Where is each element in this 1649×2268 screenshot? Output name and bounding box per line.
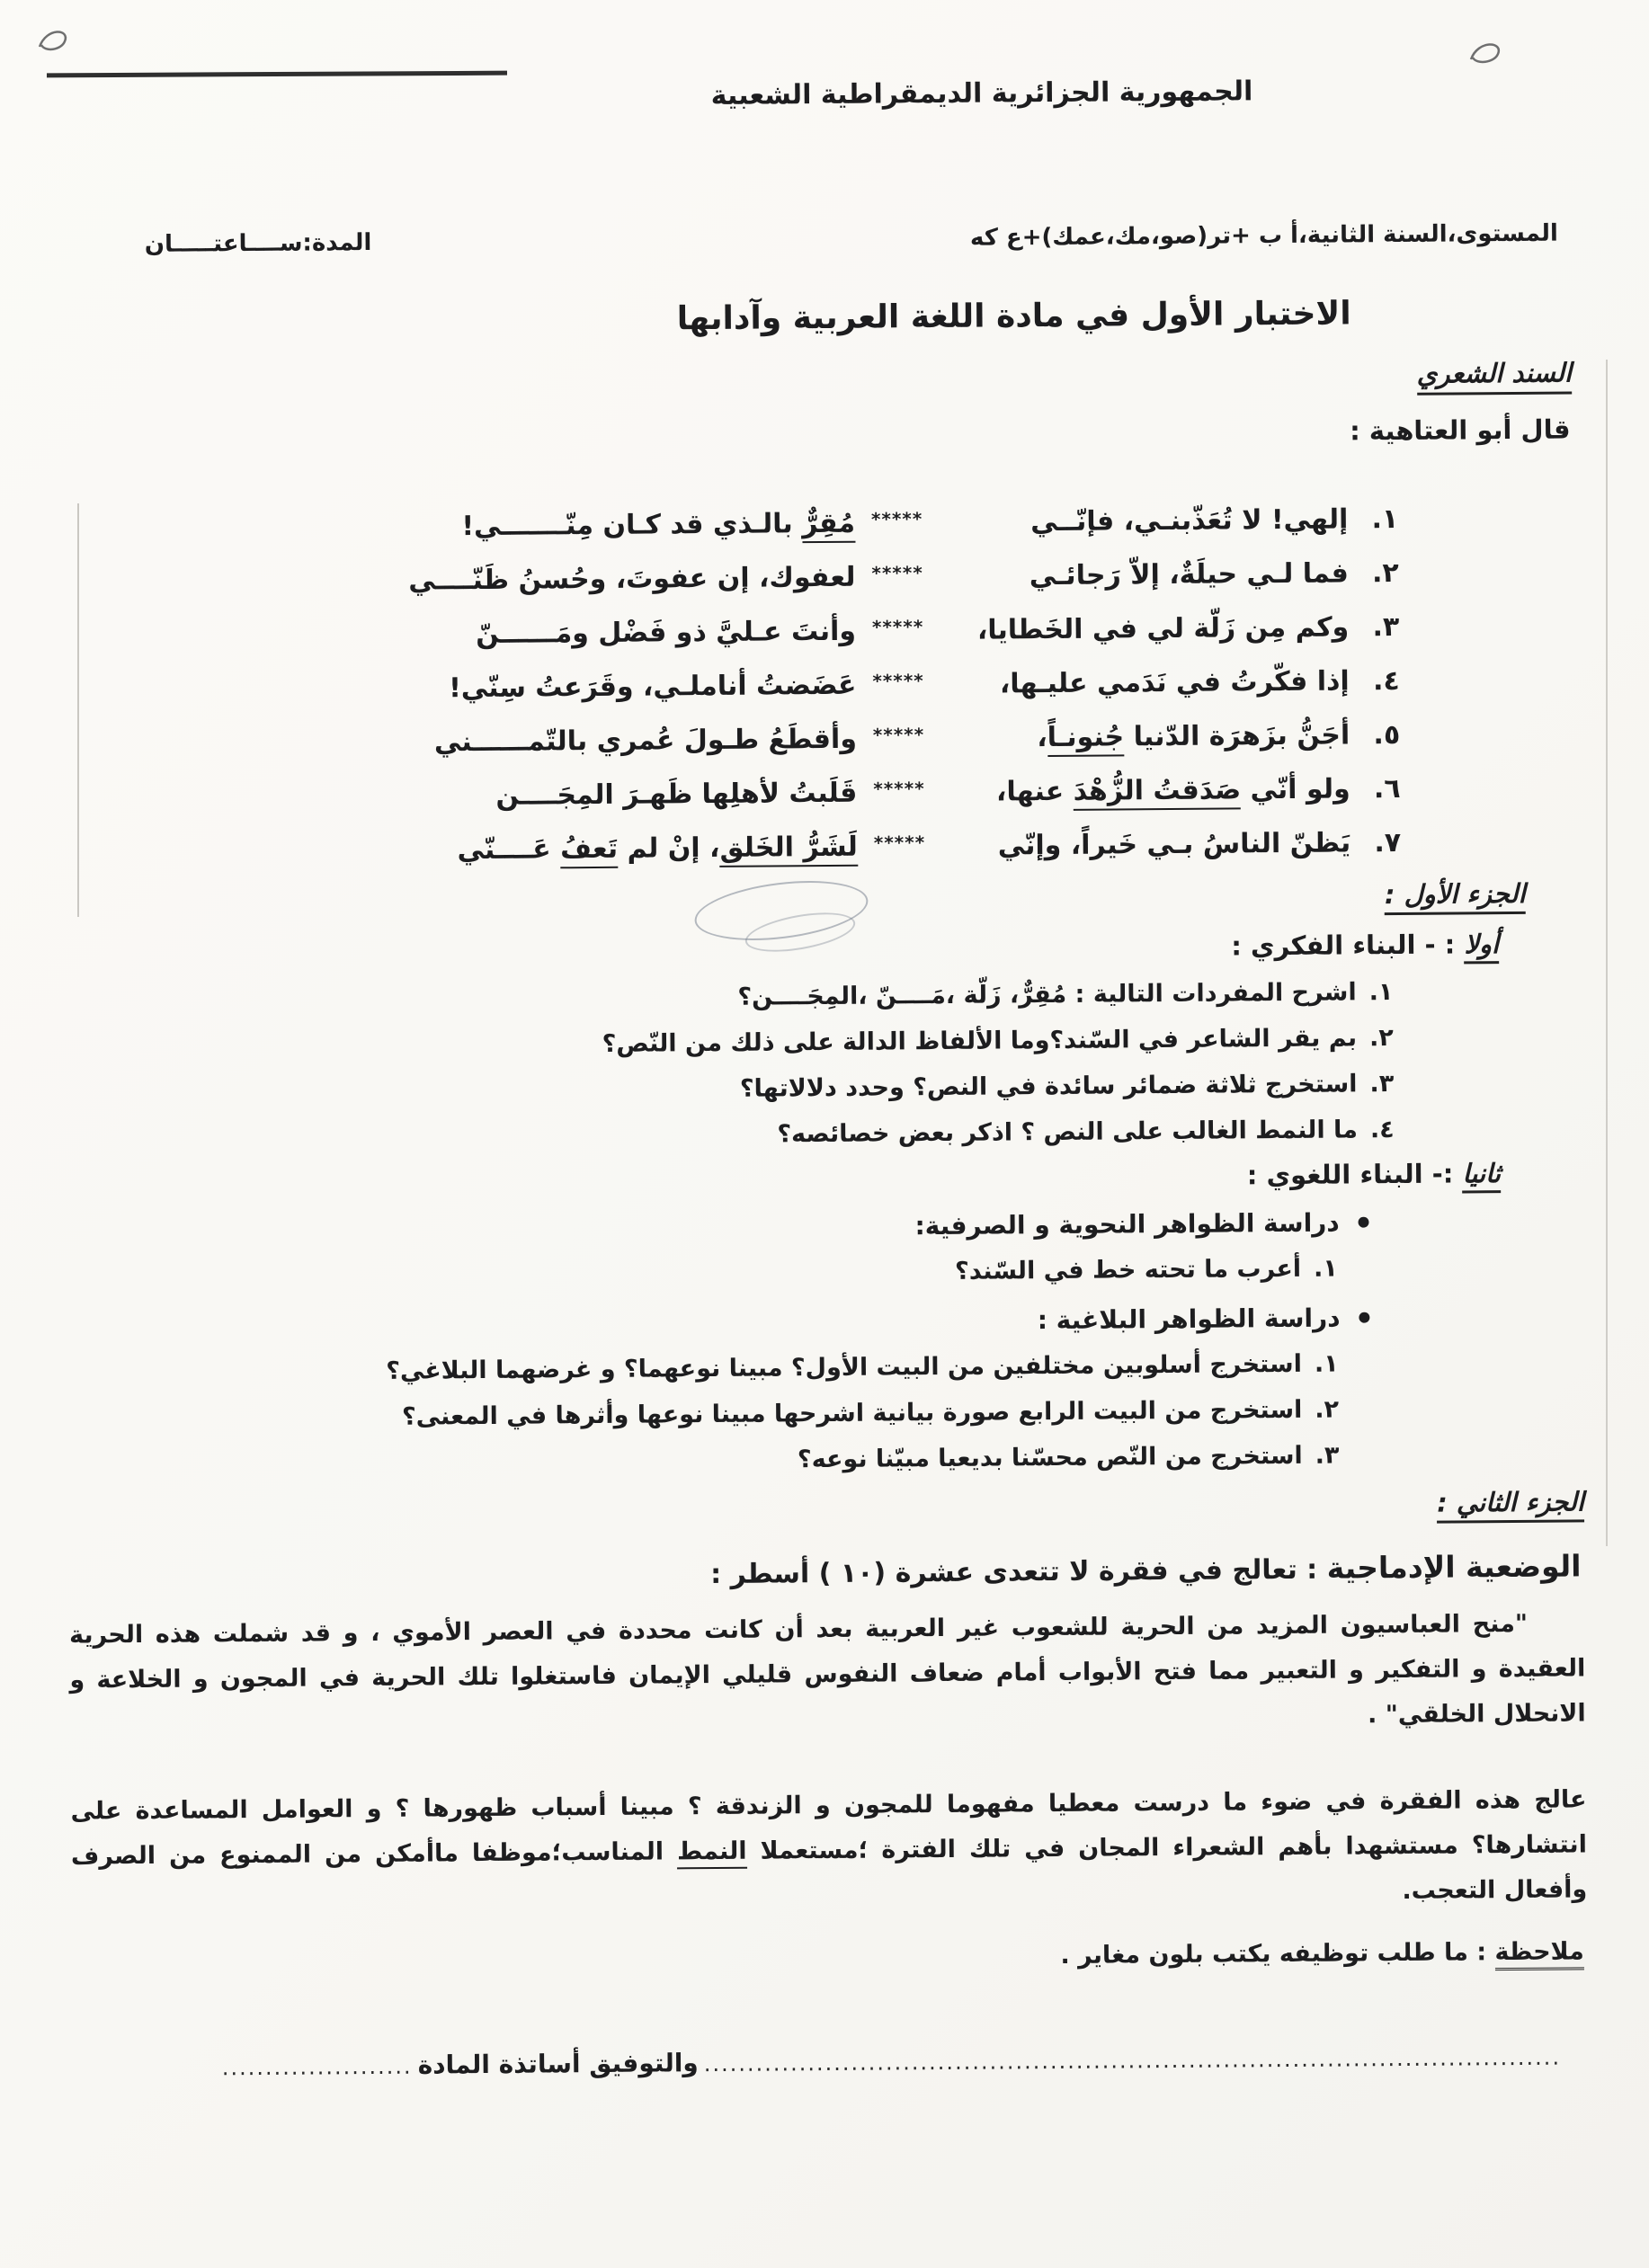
republic-header: الجمهورية الجزائرية الديمقراطية الشعبية — [710, 76, 1253, 111]
bullet-label-row — [66, 1200, 1582, 1253]
poem-verse — [61, 606, 1399, 662]
verse-first-hemistich: فما لـي حيلَةٌ، إلاّ رَجائـي — [1029, 557, 1349, 592]
task-paragraph: عالج هذه الفقرة في ضوء ما درست معطيا مفهوما للمجون و الزندقة ؟ مبينا أسباب ظهورها ؟ و العوامل المساعدة على انتشارها؟ مستشهدا بأهم الشعراء المجان في تلك الفترة ؛مستعملا النمط المناسب؛موظفا ماأمكن من الممنوع من الصرف وأفعال التعجب. — [70, 1785, 1588, 1905]
question-text: ما النمط الغالب على النص ؟ اذكر بعض خصائصه؟ — [777, 1116, 1359, 1149]
poem-verse — [63, 822, 1401, 877]
verse-second-hemistich: عَضَضتُ أناملـي، وقَرَعتُ سِنّي! — [448, 669, 857, 705]
first-heading-rest: : - البناء الفكري : — [1231, 929, 1465, 962]
verse-second-hemistich: وأنتَ عـليَّ ذو فَضْل ومَــــــنّ — [475, 615, 857, 651]
poem-verse — [62, 714, 1400, 769]
verse-separator-stars: ***** — [871, 616, 924, 638]
poem-attribution: قال أبو العتاهية : — [1349, 414, 1571, 447]
study-bullet-group — [67, 1295, 1584, 1485]
question-number: ٣. — [1369, 1070, 1395, 1098]
question-text: استخرج من البيت الرابع صورة بيانية اشرحها مبينا نوعها وأثرها في المعنى؟ — [401, 1395, 1303, 1431]
verse-first-hemistich: إلهي! لا تُعَذّبنـي، فإنّــي — [1030, 503, 1349, 538]
question-number: ٣. — [1315, 1441, 1340, 1470]
footer-dots-right: ................................................................................................... — [703, 2044, 1562, 2077]
question-number: ٤. — [1369, 1116, 1395, 1144]
question-item — [67, 1250, 1338, 1299]
verse-separator-stars: ***** — [871, 562, 923, 584]
question-number: ٢. — [1368, 1024, 1394, 1053]
question-item — [67, 1345, 1339, 1394]
bullet-label-row — [67, 1295, 1582, 1348]
prompt-lead: الوضعية الإدماجية — [1326, 1548, 1582, 1586]
exam-title: الاختبار الأول في مادة اللغة العربية وآدابها — [676, 295, 1351, 338]
footer-dots-left: ...................... — [221, 2053, 413, 2081]
poem-verse — [61, 552, 1399, 608]
part1-second-heading — [66, 1158, 1501, 1200]
second-heading-lead: ثانيا — [1462, 1158, 1501, 1193]
verse-separator-stars: ***** — [872, 670, 924, 692]
poem-section-label: السند الشعري — [1417, 357, 1573, 395]
quote-paragraph: "منح العباسيون المزيد من الحرية للشعوب غير العربية بعد أن كانت محددة في العصر الأموي ، و قد شملت هذه الحرية العقيدة و التفكير و التعبير مما فتح الأبواب أمام ضعاف النفوس قليلي الإيمان فاستغلوا تلك الحرية في المجون و الخلاعة و الانحلال الخلقي" . — [68, 1609, 1586, 1730]
question-text: استخرج أسلوبين مختلفين من البيت الأول؟ مبينا نوعهما؟ و غرضهما البلاغي؟ — [386, 1349, 1303, 1385]
fikri-questions — [64, 971, 1581, 1160]
question-text: استخرج من النّص محسّنا بديعيا مبيّنا نوعه؟ — [797, 1441, 1303, 1474]
verse-second-hemistich: وأقطَعُ طـولَ عُمري بالتّمــــــني — [433, 723, 858, 759]
question-item — [66, 1110, 1395, 1161]
part2-label: الجزء الثاني : — [1437, 1486, 1584, 1523]
verse-second-hemistich: قَلَبتُ لأهلِها ظَهـرَ المِجَــــن — [495, 777, 858, 812]
question-number: ١. — [1368, 978, 1394, 1007]
level-line: المستوى،السنة الثانية،أ ب +تر(صو،مك،عمك)+ع كه — [969, 219, 1558, 252]
verse-number: ٥. — [1373, 718, 1401, 752]
footer-text: والتوفيق أساتذة المادة — [417, 2048, 699, 2080]
prompt-rest: : تعالج في فقرة لا تتعدى عشرة (١٠ ) أسطر : — [709, 1553, 1327, 1591]
question-text: بم يقر الشاعر في السّند؟وما الألفاظ الدالة على ذلك من النّص؟ — [602, 1024, 1358, 1058]
poem-verse — [63, 768, 1401, 823]
verse-first-hemistich: يَظنّ الناسُ بـي خَيراً، وإنّي — [997, 827, 1351, 862]
verse-first-hemistich: إذا فكّرتُ في نَدَمي عليـها، — [999, 665, 1350, 700]
part1-label: الجزء الأول : — [1385, 878, 1526, 915]
first-heading-lead: أولا — [1464, 929, 1499, 964]
poem-verse — [62, 660, 1400, 716]
poem-verses — [60, 496, 1579, 876]
question-item — [65, 1064, 1394, 1115]
study-bullet-group — [66, 1200, 1582, 1298]
bullet-label: • دراسة الظواهر النحوية و الصرفية: — [914, 1207, 1340, 1241]
bullet-questions — [67, 1342, 1584, 1485]
question-text: أعرب ما تحته خط في السّند؟ — [954, 1254, 1302, 1285]
bullet-label: • دراسة الظواهر البلاغية : — [1037, 1303, 1341, 1336]
exam-info-row — [58, 219, 1574, 258]
question-item — [67, 1436, 1339, 1486]
question-text: اشرح المفردات التالية : مُقِرٌّ، زَلّة ،مَــــنّ ،المِجَــــن؟ — [737, 978, 1357, 1011]
question-number: ٢. — [1315, 1395, 1340, 1424]
verse-number: ٦. — [1373, 772, 1401, 805]
verse-number: ٧. — [1374, 826, 1402, 859]
verse-first-hemistich: ولو أنّي صَدَقتُ الزُّهْدَ عنها، — [940, 768, 1350, 814]
verse-first-hemistich: وكم مِن زَلّة لي في الخَطايا، — [976, 611, 1350, 646]
verse-second-hemistich: لَشَرُّ الخَلق، إنْ لم تَعفُ عَــــنّي — [457, 826, 858, 872]
question-item — [65, 1018, 1394, 1069]
verse-number: ٣. — [1372, 610, 1400, 644]
bullet-questions — [67, 1247, 1582, 1298]
note-lead: ملاحظة — [1494, 1937, 1584, 1970]
second-heading-rest: :- البناء اللغوي : — [1246, 1158, 1463, 1191]
note-line — [72, 1937, 1584, 1977]
verse-separator-stars: ***** — [870, 508, 923, 530]
question-text: استخرج ثلاثة ضمائر سائدة في النص؟ وحدد دلالاتها؟ — [739, 1070, 1358, 1103]
note-rest: : ما طلب توظيفه يكتب بلون مغاير . — [1060, 1938, 1495, 1970]
verse-number: ١. — [1371, 503, 1399, 536]
question-item — [67, 1391, 1339, 1440]
duration-line: المدة:ســــاعتـــــان — [144, 228, 372, 258]
question-number: ١. — [1314, 1349, 1339, 1378]
footer-blessing — [222, 2041, 1589, 2081]
integrative-prompt — [68, 1543, 1581, 1602]
verse-separator-stars: ***** — [873, 832, 926, 854]
question-number: ١. — [1313, 1254, 1338, 1283]
verse-separator-stars: ***** — [872, 724, 925, 746]
poem-verse — [60, 498, 1398, 554]
verse-second-hemistich: مُقِرٌّ بالـذي قد كـان مِنّـــــــي! — [461, 507, 856, 543]
lughawi-groups — [66, 1200, 1583, 1485]
verse-second-hemistich: لعفوك، إن عفوتَ، وحُسنُ ظَنّــــي — [408, 561, 856, 597]
verse-separator-stars: ***** — [873, 778, 925, 800]
verse-first-hemistich: أجَنُّ بزَهرَة الدّنيا جُنونـاً، — [940, 714, 1350, 760]
verse-number: ٢. — [1371, 556, 1399, 590]
verse-number: ٤. — [1372, 664, 1400, 698]
question-item — [64, 973, 1393, 1023]
